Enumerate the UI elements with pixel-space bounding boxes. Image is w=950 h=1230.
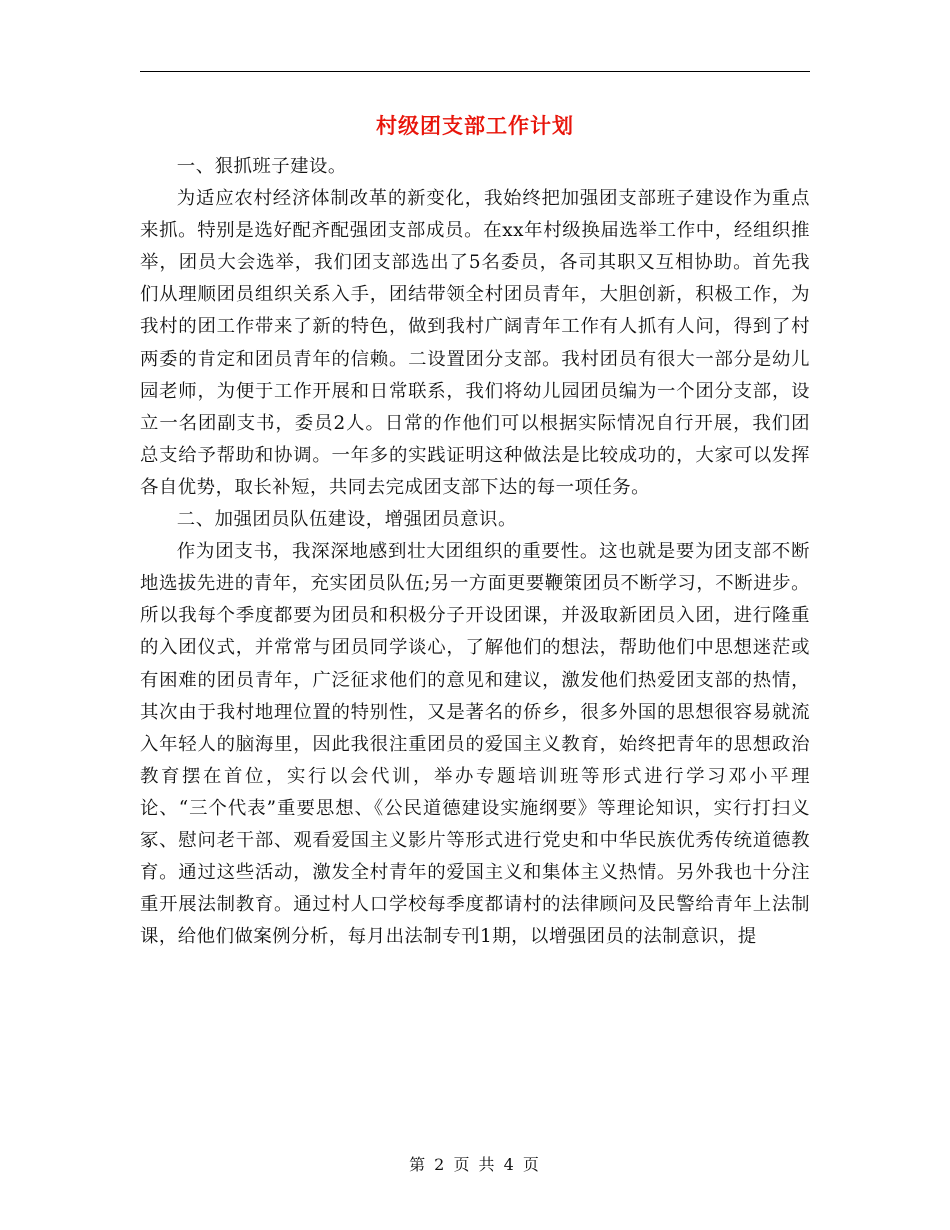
- section-heading-2: 二、加强团员队伍建设，增强团员意识。: [176, 509, 517, 531]
- paragraph-2: 作为团支书，我深深地感到壮大团组织的重要性。这也就是要为团支部不断地选拔先进的青年，充实团员队伍;另一方面更要鞭策团员不断学习，不断进步。所以我每个季度都要为团员和积极分子开设团课，并汲取新团员入团，进行隆重的入团仪式，并常常与团员同学谈心，了解他们的想法，帮助他们中思想迷茫或有困难的团员青年，广泛征求他们的意见和建议，激发他们热爱团支部的热情， 其次由于我村地理位置的特别性，又是著名的侨乡，很多外国的思想很容易就流入年轻人的脑海里，因此我很注重团员的爱国主义教育，始终把青年的思想政治教育摆在首位，实行以会代训，举办专题培训班等形式进行学习邓小平理论、“三个代表”重要思想、《公民道德建设实施纲要》等理论知识，实行打扫义冢、慰问老干部、观看爱国主义影片等形式进行党史和中华民族优秀传统道德教育。通过这些活动，激发全村青年的爱国主义和集体主义热情。另外我也十分注重开展法制教育。通过村人口学校每季度都请村的法律顾问及民警给青年上法制课，给他们做案例分析，每月出法制专刊1期，以增强团员的法制意识，提: [140, 541, 810, 948]
- section-heading-1: 一、狠抓班子建设。: [176, 156, 347, 177]
- page-number: 第 2 页 共 4 页: [409, 1155, 541, 1174]
- document-title: 村级团支部工作计划: [376, 113, 574, 138]
- document-body: [140, 151, 810, 953]
- paragraph-1: 为适应农村经济体制改革的新变化，我始终把加强团支部班子建设作为重点来抓。特别是选好配齐配强团支部成员。在xx年村级换届选举工作中，经组织推举，团员大会选举，我们团支部选出了5名委员，各司其职又互相协助。首先我们从理顺团员组织关系入手，团结带领全村团员青年，大胆创新，积极工作，为我村的团工作带来了新的特色，做到我村广阔青年工作有人抓有人问，得到了村两委的肯定和团员青年的信赖。二设置团分支部。我村团员有很大一部分是幼儿园老师，为便于工作开展和日常联系，我们将幼儿园团员编为一个团分支部，设立一名团副支书，委员2人。日常的作他们可以根据实际情况自行开展，我们团总支给予帮助和协调。一年多的实践证明这种做法是比较成功的，大家可以发挥各自优势，取长补短，共同去完成团支部下达的每一项任务。: [140, 188, 810, 498]
- header-rule: [140, 71, 810, 72]
